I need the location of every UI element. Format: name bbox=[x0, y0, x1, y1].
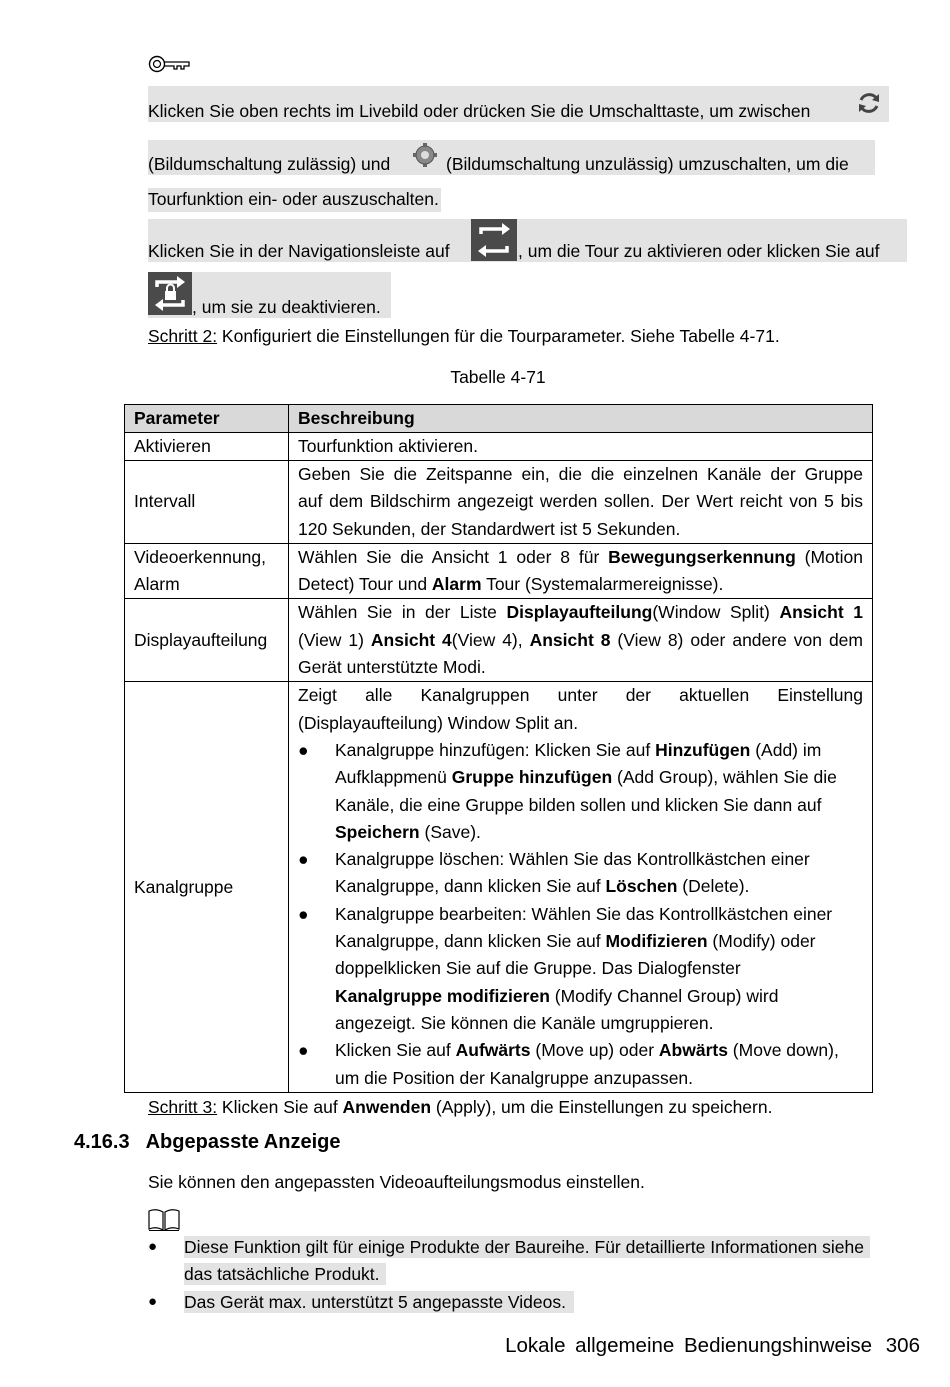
table-row bbox=[125, 433, 873, 461]
list-item: ● Kanalgruppe löschen: Wählen Sie das Kontrollkästchen einer Kanalgruppe, dann klicken Sie auf Löschen (Delete). bbox=[298, 849, 810, 897]
section-number: 4.16.3 bbox=[74, 1131, 130, 1153]
parameter-table bbox=[124, 404, 873, 1093]
table-header-row bbox=[125, 405, 873, 433]
section-title: Abgepasste Anzeige bbox=[145, 1131, 341, 1153]
note-2-line-3: Das Gerät max. unterstützt 5 angepasste Videos. bbox=[184, 1291, 574, 1313]
list-item: ● Kanalgruppe hinzufügen: Klicken Sie auf Hinzufügen (Add) im Aufklappmenü Gruppe hinzufügen (Add Group), wählen Sie die Kanäle, die eine Gruppe bilden sollen und klicken Sie dann auf Speichern (Save). bbox=[298, 739, 837, 842]
param-desc: Tourfunktion aktivieren. bbox=[289, 433, 873, 461]
section-heading bbox=[74, 1131, 340, 1154]
list-item: ● Klicken Sie auf Aufwärts (Move up) oder Abwärts (Move down), um die Position der Kanalgruppe anzupassen. bbox=[298, 1040, 839, 1088]
param-name: Intervall bbox=[125, 461, 289, 544]
table-caption: Tabelle 4-71 bbox=[450, 367, 546, 387]
step-2: Schritt 2: Konfiguriert die Einstellungen für die Tourparameter. Siehe Tabelle 4-71. bbox=[148, 326, 780, 346]
settings-icon bbox=[410, 142, 440, 170]
note-line-4: Klicken Sie in der Navigationsleiste auf , um die Tour zu aktivieren oder klicken Sie auf bbox=[148, 219, 907, 262]
table-row bbox=[125, 599, 873, 682]
page-footer bbox=[505, 1334, 920, 1358]
param-desc: Geben Sie die Zeitspanne ein, die die einzelnen Kanäle der Gruppe auf dem Bildschirm angezeigt werden sollen. Der Wert reicht von 5 bis 120 Sekunden, der Standardwert ist 5 Sekunden. bbox=[289, 461, 873, 544]
table-row bbox=[125, 682, 873, 1092]
param-desc: Zeigt alle Kanalgruppen unter der aktuellen Einstellung (Displayaufteilung) Window Split an. ● Kanalgruppe hinzufügen: Klicken Sie auf Hinzufügen (Add) im Aufklappmenü Gruppe hinzufügen (Add Group), wählen Sie die Kanäle, die eine Gruppe bilden sollen und klicken Sie dann auf Speichern (Save). ● Kanalgruppe löschen: Wählen Sie das Kontrollkästchen einer Kanalgruppe, dann klicken Sie auf Löschen (Delete). ● Kanalgruppe bearbeiten: Wählen Sie das Kontrollkästchen einer Kanalgruppe, dann klicken Sie auf Modifizieren (Modify) oder doppelklicken Sie auf die Gruppe. Das Dialogfenster Kanalgruppe modifizieren (Modify Channel Group) wird angezeigt. Sie können die Kanäle umgruppieren. ● Klicken Sie auf Aufwärts (Move up) oder Abwärts (Move down), um die Position der Kanalgruppe anzupassen. bbox=[289, 682, 873, 1092]
param-name: Kanalgruppe bbox=[125, 682, 289, 1092]
note-line-3: Tourfunktion ein- oder auszuschalten. bbox=[148, 188, 441, 212]
footer-title: Lokale allgemeine Bedienungshinweise bbox=[505, 1334, 873, 1357]
note-bullet: ● bbox=[148, 1293, 158, 1310]
note-2-line-2: das tatsächliche Produkt. bbox=[184, 1263, 386, 1285]
tour-icon bbox=[471, 219, 517, 261]
list-item: ● Kanalgruppe bearbeiten: Wählen Sie das Kontrollkästchen einer Kanalgruppe, dann klicken Sie auf Modifizieren (Modify) oder doppelklicken Sie auf die Gruppe. Das Dialogfenster Kanalgruppe modifizieren (Modify Channel Group) wird angezeigt. Sie können die Kanäle umgruppieren. bbox=[298, 903, 833, 1033]
note-2-line-1: Diese Funktion gilt für einige Produkte der Baureihe. Für detaillierte Informationen siehe bbox=[184, 1236, 870, 1258]
page-number: 306 bbox=[885, 1334, 920, 1357]
table-header-description: Beschreibung bbox=[289, 405, 873, 433]
table-row bbox=[125, 461, 873, 544]
param-desc: Wählen Sie die Ansicht 1 oder 8 für Bewegungserkennung (Motion Detect) Tour und Alarm Tour (Systemalarmereignisse). bbox=[289, 543, 873, 599]
note-book-icon bbox=[147, 1208, 181, 1232]
param-name: Aktivieren bbox=[125, 433, 289, 461]
tour-off-icon bbox=[148, 272, 192, 315]
param-name: Displayaufteilung bbox=[125, 599, 289, 682]
table-header-parameter: Parameter bbox=[125, 405, 289, 433]
key-icon bbox=[148, 52, 192, 76]
note-line-5: , um sie zu deaktivieren. bbox=[148, 272, 391, 318]
note-bullet: ● bbox=[148, 1238, 158, 1255]
table-row bbox=[125, 543, 873, 599]
note-line-1: Klicken Sie oben rechts im Livebild oder drücken Sie die Umschalttaste, um zwischen bbox=[148, 86, 889, 122]
param-desc: Wählen Sie in der Liste Displayaufteilung(Window Split) Ansicht 1 (View 1) Ansicht 4(View 4), Ansicht 8 (View 8) oder andere von dem Gerät unterstützte Modi. bbox=[289, 599, 873, 682]
param-name: Videoerkennung, Alarm bbox=[125, 543, 289, 599]
refresh-icon bbox=[854, 88, 884, 118]
step-3: Schritt 3: Klicken Sie auf Anwenden (Apply), um die Einstellungen zu speichern. bbox=[148, 1097, 773, 1117]
section-intro: Sie können den angepassten Videoaufteilungsmodus einstellen. bbox=[148, 1172, 645, 1192]
note-line-2: (Bildumschaltung zulässig) und (Bildumschaltung unzulässig) umzuschalten, um die bbox=[148, 140, 875, 175]
